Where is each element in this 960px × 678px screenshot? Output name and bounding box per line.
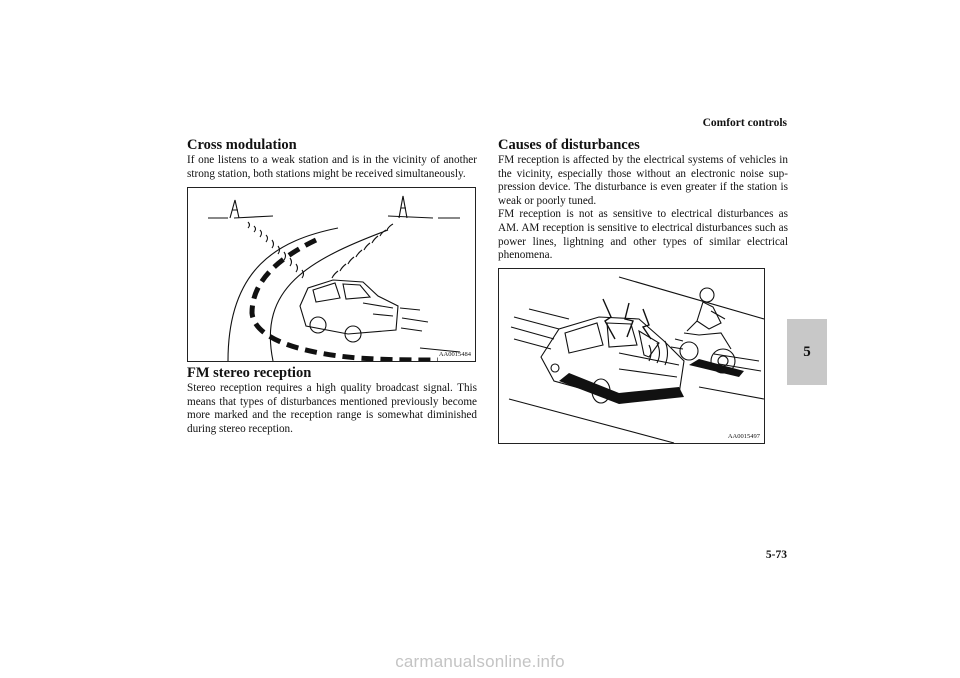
cross-modulation-text: If one listens to a weak station and is in the vicinity of another strong station, both stations might be received simultaneously. (187, 154, 477, 180)
causes-text-2: FM reception is not as sensitive to electrical disturbances as AM. AM reception is sensitive to electrical disturbances such as power lines, lightning and other types of similar electrical phenomena. (498, 208, 788, 262)
left-column (187, 137, 477, 437)
fm-stereo-heading: FM stereo reception (187, 365, 312, 382)
causes-heading: Causes of disturbances (498, 137, 640, 153)
car-motorcycle-illustration (499, 269, 764, 443)
right-column (498, 137, 788, 444)
figure-code: AA0015484 (438, 351, 471, 359)
cross-modulation-heading: Cross modulation (187, 137, 297, 153)
section-header: Comfort controls (702, 117, 787, 129)
watermark: carmanualsonline.info (395, 652, 565, 671)
fm-stereo-text: Stereo reception requires a high quality broadcast signal. This means that types of disturbances mentioned previously become more marked and the reception range is somewhat diminished during stereo reception. (187, 382, 477, 435)
disturbance-figure (498, 268, 765, 444)
chapter-tab: 5 (787, 319, 827, 385)
cross-modulation-figure (187, 187, 476, 362)
causes-text-1: FM reception is affected by the electrical systems of vehicles in the vicinity, especially those without an electronic noise sup-pression device. The disturbance is even greater if the station is weak or poorly tuned. (498, 154, 788, 207)
car-road-antenna-illustration (188, 188, 475, 361)
page-number: 5-73 (765, 549, 787, 561)
figure-code: AA0015497 (727, 432, 760, 440)
